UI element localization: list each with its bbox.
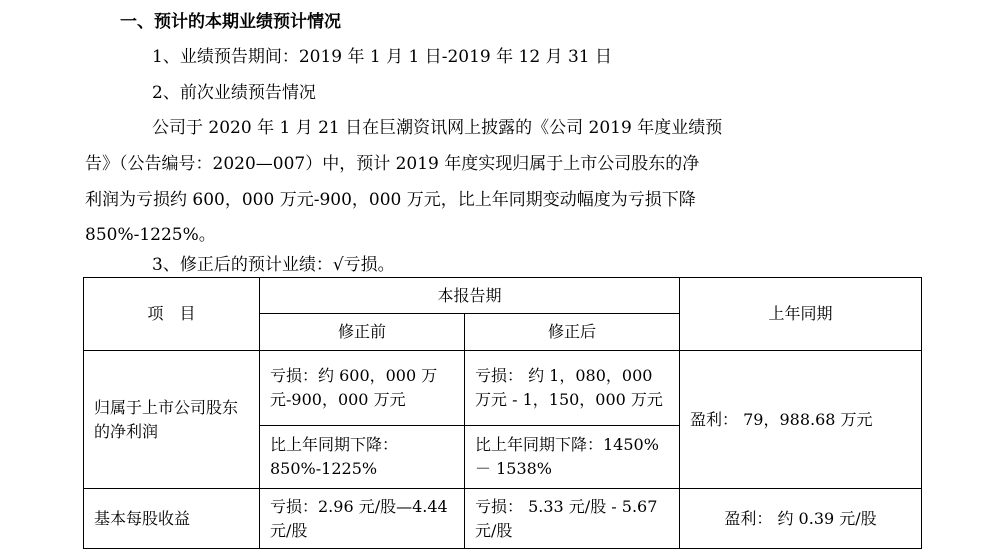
paragraph-line-1: 公司于 2020 年 1 月 21 日在巨潮资讯网上披露的《公司 2019 年度业绩预	[152, 118, 723, 138]
previous-forecast-heading: 2、前次业绩预告情况	[152, 83, 316, 103]
header-before-revision: 修正前	[260, 314, 465, 351]
net-profit-before-loss: 亏损：约 600，000 万元-900，000 万元	[260, 351, 465, 426]
net-profit-after-loss: 亏损： 约 1，080，000 万元 - 1，150，000 万元	[465, 351, 680, 426]
eps-before: 亏损：2.96 元/股—4.44 元/股	[260, 489, 465, 549]
row-net-profit-label: 归属于上市公司股东的净利润	[84, 351, 260, 489]
forecast-table	[83, 277, 922, 549]
paragraph-line-2: 告》（公告编号：2020—007）中，预计 2019 年度实现归属于上市公司股东的净	[85, 154, 700, 174]
paragraph-line-4: 850%-1225%。	[85, 225, 216, 245]
net-profit-before-decline: 比上年同期下降：850%-1225%	[260, 426, 465, 489]
header-last-year: 上年同期	[680, 278, 922, 351]
paragraph-line-3: 利润为亏损约 600，000 万元-900，000 万元，比上年同期变动幅度为亏损下降	[85, 190, 696, 210]
revised-forecast-heading: 3、修正后的预计业绩：√亏损。	[152, 255, 395, 275]
header-current-period: 本报告期	[260, 278, 680, 314]
net-profit-after-decline: 比上年同期下降：1450% － 1538%	[465, 426, 680, 489]
section-title: 一、预计的本期业绩预计情况	[120, 12, 341, 32]
eps-last-year: 盈利： 约 0.39 元/股	[680, 489, 922, 549]
forecast-period: 1、业绩预告期间：2019 年 1 月 1 日-2019 年 12 月 31 日	[152, 47, 613, 67]
net-profit-last-year: 盈利： 79，988.68 万元	[680, 351, 922, 489]
header-item: 项 目	[84, 278, 260, 351]
row-eps-label: 基本每股收益	[84, 489, 260, 549]
header-after-revision: 修正后	[465, 314, 680, 351]
eps-after: 亏损： 5.33 元/股 - 5.67 元/股	[465, 489, 680, 549]
